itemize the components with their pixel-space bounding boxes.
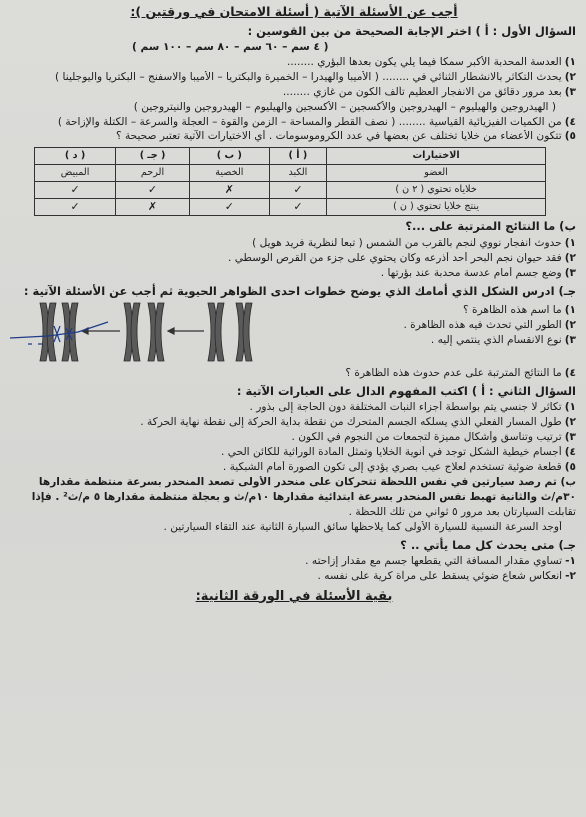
footer-note: بقية الأسئلة في الورقة الثانية: — [195, 588, 393, 604]
q2b-line-4: أوجد السرعة النسبية للسيارة الأولى كما يلاحظها سائق السيارة الثانية عند التقاء السيارتين . — [163, 520, 562, 533]
table-cell: ينتج خلايا تحتوي ( ن ) — [327, 199, 546, 216]
table-cell: المبيض — [35, 165, 116, 182]
table-organ-row — [35, 165, 546, 182]
q1b-item-2: ٢)فقد حيوان نجم البحر أحد أذرعه وكان يحتوي على جزء من القرص الوسطي . — [227, 251, 576, 264]
table-cell: ✗ — [189, 182, 269, 199]
q1-item-3: ٣)بعد مرور دقائق من الانفجار العظيم تألف الكون من غازي ........ — [282, 85, 576, 98]
chromosome-pair-right — [208, 303, 252, 361]
q2c-item-2: ٢-انعكاس شعاع ضوئي يسقط على مرآة كرية على نفسه . — [317, 569, 576, 582]
q1c-item-2: ٢)الطور التي تحدث فيه هذه الظاهرة . — [403, 318, 576, 331]
q2-item-3: ٣)ترتيب وتناسق وأشكال مميزة لتجمعات من النجوم في الكون . — [291, 430, 576, 443]
q2c-title: جـ) متى يحدث كل مما يأتي .. ؟ — [400, 537, 576, 552]
q2b-line-1: ب) تم رصد سيارتين في نفس اللحظة تتحركان على منحدر الأولى تصعد المنحدر بسرعة منتظمة مقدارها — [38, 475, 576, 488]
chromosome-pair-middle — [124, 303, 164, 361]
table-cell: ✗ — [116, 199, 190, 216]
q2-item-1: ١)تكاثر لا جنسي يتم بواسطة أجزاء النبات المختلفة دون الحاجة إلى بذور . — [249, 400, 576, 413]
q1b-item-3: ٣)وضع جسم أمام عدسة محدبة عند بؤرتها . — [380, 266, 576, 279]
table-cell: الخصية — [189, 165, 269, 182]
pen-scribble — [8, 308, 118, 348]
q2-item-5: ٥)قطعة ضوئية تستخدم لعلاج عيب بصري يؤدي إلى تكون الصورة أمام الشبكية . — [222, 460, 576, 473]
q1c-item-3: ٣)نوع الانقسام الذي ينتمي إليه . — [430, 333, 576, 346]
q2c-item-1: ١-تساوي مقدار المسافة التي يقطعها جسم مع مقدار إزاحته . — [305, 554, 576, 567]
q1-item-4: ٤)من الكميات الفيزيائية القياسية ........ ( نصف القطر والمساحة – الزمن والقوة – العجلة والسرعة – الكتلة والإزاحة ) — [57, 115, 576, 128]
table-cell: الكبد — [269, 165, 326, 182]
q2-item-2: ٢)طول المسار الفعلي الذي يسلكه الجسم المتحرك من نقطة بداية الحركة إلى نقطة نهاية الحركة . — [140, 415, 576, 428]
table-row — [35, 199, 546, 216]
table-header-cell: الاختيارات — [327, 148, 546, 165]
q1-title: السؤال الأول : أ ) اختر الإجابة الصحيحة من بين القوسين : — [247, 23, 576, 38]
q2b-line-3: تقابلت السيارتان بعد مرور ٥ ثواني من تلك اللحظة . — [348, 505, 576, 518]
table-cell: خلاياه تحتوي ( ٢ ن ) — [327, 182, 546, 199]
table-cell: ✓ — [35, 199, 116, 216]
q2-item-4: ٤)أجسام خيطية الشكل توجد في أنوية الخلايا وتمثل المادة الوراثية للكائن الحي . — [221, 445, 576, 458]
table-cell: ✓ — [269, 182, 326, 199]
q1-options: ( ٤ سم – ٦٠ سم – ٨٠ سم – ١٠٠ سم ) — [132, 40, 329, 53]
table-header-cell: ( جـ ) — [116, 148, 190, 165]
q1b-title: ب) ما النتائج المترتبة على ...؟ — [405, 219, 576, 234]
q1b-item-1: ١)حدوث انفجار نووي لنجم بالقرب من الشمس ( تبعا لنظرية فريد هويل ) — [252, 236, 576, 249]
table-cell: ✓ — [35, 182, 116, 199]
q2b-line-2: ٣٠م/ث والثانية تهبط نفس المنحدر بسرعة ابتدائية مقدارها ١٠م/ث و بعجلة منتظمة مقدارها ٥ م/ث² . فإذا — [31, 490, 576, 503]
q1-item-2: ٢)يحدث التكاثر بالانشطار الثنائي في ........ ( الأميبا والهيدرا – الخميرة والبكتريا – الأميبا والاسفنج – البكتريا واليوجلينا ) — [55, 70, 576, 83]
table-cell: ✓ — [189, 199, 269, 216]
q1c-title: جـ) ادرس الشكل الذي أمامك الذي يوضح خطوات احدى الظواهر الحيوية ثم أجب عن الأسئلة الآتية : — [23, 283, 576, 298]
table-header-cell: ( ب ) — [189, 148, 269, 165]
table-header-cell: ( أ ) — [269, 148, 326, 165]
table-cell: العضو — [327, 165, 546, 182]
q1c-questions — [276, 303, 576, 349]
q1-item-1: ١)العدسة المحدبة الأكبر سمكا فيما يلي يكون بعدها البؤري ........ — [286, 55, 576, 68]
q2-title: السؤال الثاني : أ ) اكتب المفهوم الدال على العبارات الآتية : — [236, 383, 576, 398]
table-header-cell: ( د ) — [35, 148, 116, 165]
choices-table — [34, 147, 546, 216]
q1c-item-4: ٤)ما النتائج المترتبة على عدم حدوث هذه الظاهرة ؟ — [345, 366, 576, 379]
q1-item-3-options: ( الهيدروجين والهيليوم – الهيدروجين والأكسجين – الأكسجين والهيليوم – الهيدروجين والنيتروجين ) — [133, 100, 556, 113]
q1-item-5: ٥)تتكون الأعضاء من خلايا تختلف عن بعضها في عدد الكروموسومات . أي الاختيارات الآتية تعتبر صحيحة ؟ — [115, 130, 576, 143]
table-row — [35, 182, 546, 199]
table-cell: ✓ — [116, 182, 190, 199]
table-cell: الرحم — [116, 165, 190, 182]
table-cell: ✓ — [269, 199, 326, 216]
exam-header: أجب عن الأسئلة الآتية ( أسئلة الامتحان في ورقتين ): — [130, 4, 458, 19]
table-header-row — [35, 148, 546, 165]
q1c-item-1: ١)ما اسم هذه الظاهرة ؟ — [463, 303, 576, 316]
